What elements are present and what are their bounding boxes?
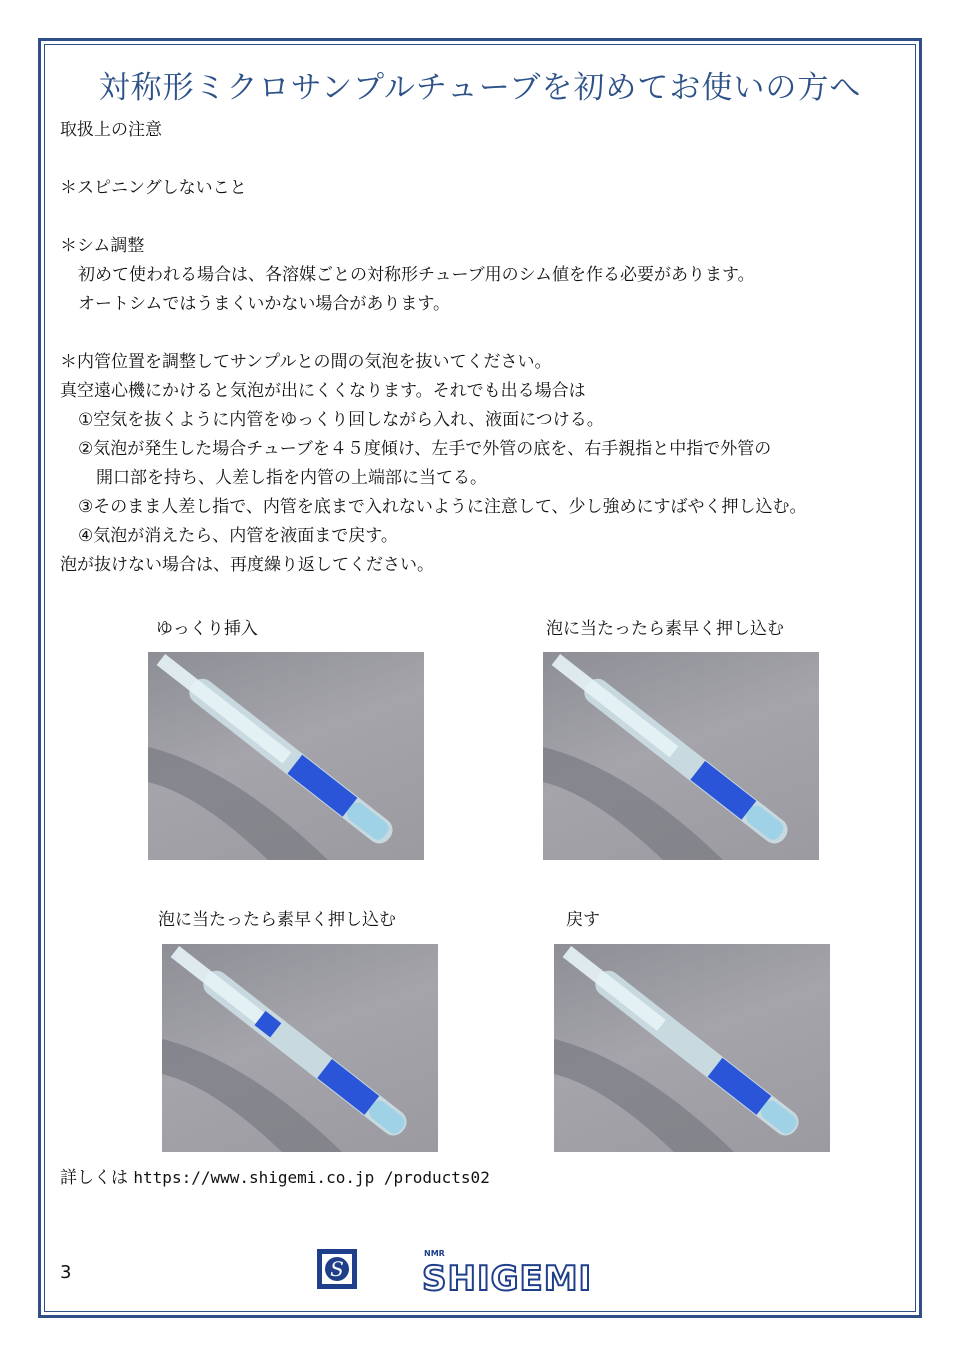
photo-caption-1: ゆっくり挿入: [156, 619, 258, 639]
instructions: [60, 116, 910, 580]
photo-caption-4: 戻す: [566, 910, 600, 930]
logo-brand-text: SHIGEMI: [422, 1259, 593, 1294]
shim-text-1: 初めて使われる場合は、各溶媒ごとの対称形チューブ用のシム値を作る必要があります。: [78, 265, 755, 285]
shim-heading: ＊シム調整: [60, 236, 145, 256]
bubble-heading: ＊内管位置を調整してサンプルとの間の気泡を抜いてください。: [60, 352, 552, 372]
step-1: ①空気を抜くように内管をゆっくり回しながら入れ、液面につける。: [78, 410, 604, 430]
step-4: ④気泡が消えたら、内管を液面まで戻す。: [78, 526, 398, 546]
page-title: 対称形ミクロサンプルチューブを初めてお使いの方へ: [98, 70, 862, 106]
shigemi-logo-icon: [316, 1248, 358, 1290]
photo-caption-2: 泡に当たったら素早く押し込む: [546, 619, 784, 639]
step-2: ②気泡が発生した場合チューブを４５度傾け、左手で外管の底を、右手親指と中指で外管の: [78, 439, 772, 459]
tube-photo-return: [554, 944, 830, 1152]
website-link[interactable]: https://www.shigemi.co.jp /products02: [133, 1168, 490, 1187]
closing-note: 泡が抜けない場合は、再度繰り返してください。: [60, 555, 434, 575]
step-2-continued: 開口部を持ち、人差し指を内管の上端部に当てる。: [96, 468, 487, 488]
photo-caption-3: 泡に当たったら素早く押し込む: [158, 910, 396, 930]
tube-photo-push-2: [162, 944, 438, 1152]
tube-photo-slow-insert: [148, 652, 424, 860]
logo-nmr-label: NMR: [424, 1249, 445, 1258]
step-3: ③そのまま人差し指で、内管を底まで入れないように注意して、少し強めにすばやく押し込む。: [78, 497, 807, 517]
section-heading: 取扱上の注意: [60, 120, 162, 140]
shim-text-2: オートシムではうまくいかない場合があります。: [78, 294, 450, 314]
shigemi-wordmark: [420, 1248, 630, 1294]
tube-photo-push-1: [543, 652, 819, 860]
logo-mark-letter: S: [330, 1257, 344, 1281]
no-spin-note: ＊スピニングしないこと: [60, 178, 247, 198]
bubble-intro: 真空遠心機にかけると気泡が出にくくなります。それでも出る場合は: [60, 381, 586, 401]
details-line: [60, 1163, 490, 1188]
page-number: 3: [60, 1262, 72, 1283]
details-label: 詳しくは: [60, 1168, 128, 1188]
